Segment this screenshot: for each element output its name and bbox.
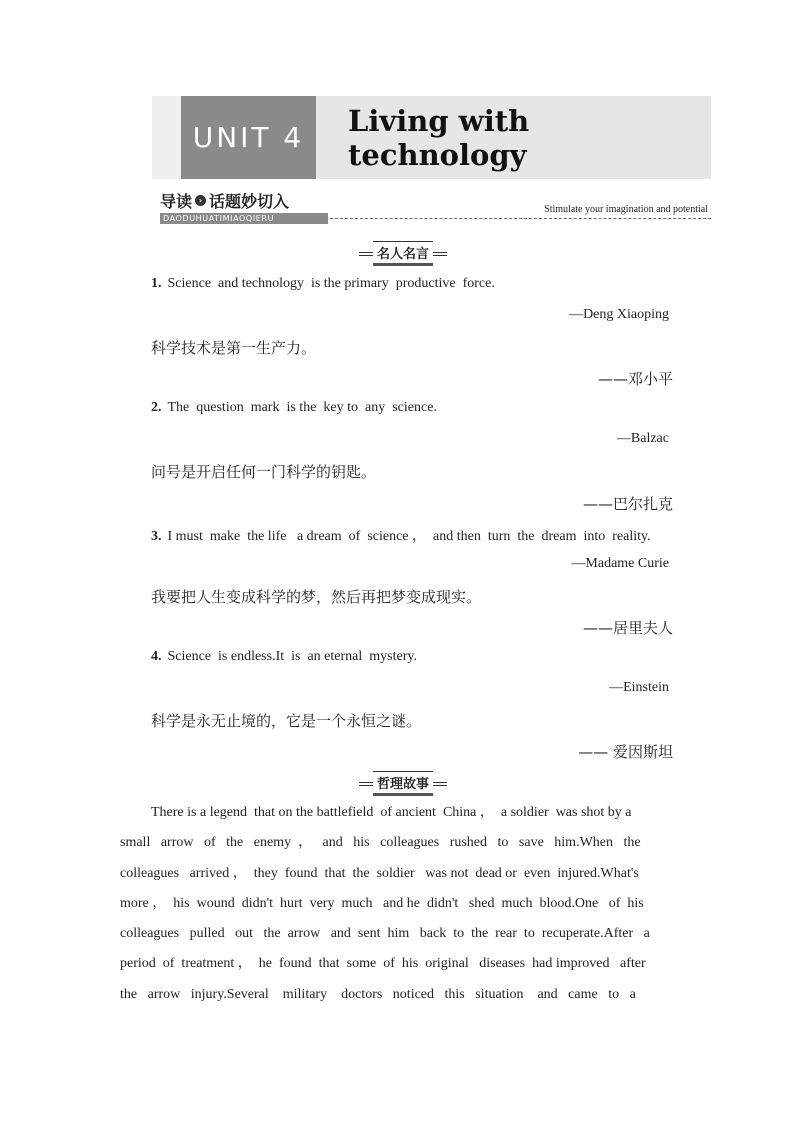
quote-2-zh: 问号是开启任何一门科学的钥匙。 xyxy=(151,463,377,481)
quote-3-zh-author: ——居里夫人 xyxy=(582,619,673,637)
quote-2 xyxy=(151,400,437,416)
quote-text: Science is endless.It is an eternal mystery. xyxy=(167,649,417,664)
quote-3-author: —Madame Curie xyxy=(571,556,669,571)
section-heading-text: 哲理故事 xyxy=(373,771,433,796)
slogan: Stimulate your imagination and potential xyxy=(544,204,708,215)
daodu-header xyxy=(160,189,290,223)
heading-rule-left xyxy=(359,782,373,786)
story-paragraph xyxy=(120,798,674,1010)
unit-title: Living with technology xyxy=(348,103,530,172)
quote-1-zh-author: ——邓小平 xyxy=(597,370,673,388)
quote-text: I must make the life a dream of science ， and then turn the dream into reality. xyxy=(167,529,651,544)
quote-text: Science and technology is the primary productive force. xyxy=(167,276,495,291)
banner-left-strip xyxy=(152,96,181,179)
header-divider xyxy=(330,218,711,219)
daodu-subtitle: 话题妙切入 xyxy=(209,192,290,211)
unit-banner xyxy=(152,96,711,179)
quote-number: 4. xyxy=(151,649,162,664)
quote-3-zh: 我要把人生变成科学的梦，然后再把梦变成现实。 xyxy=(151,588,482,606)
quote-number: 3. xyxy=(151,529,162,544)
story-line: small arrow of the enemy ， and his colleagues rushed to save him.When the xyxy=(120,835,641,851)
story-line: more ， his wound didn't hurt very much and he didn't shed much blood.One of his xyxy=(120,895,644,911)
story-line: colleagues pulled out the arrow and sent him back to the rear to recuperate.After a xyxy=(120,926,650,942)
quote-2-author: —Balzac xyxy=(616,431,669,446)
heading-rule-right xyxy=(433,782,447,786)
quote-4-zh: 科学是永无止境的，它是一个永恒之谜。 xyxy=(151,712,422,730)
quote-4 xyxy=(151,649,417,665)
unit-number: UNIT 4 xyxy=(181,96,316,179)
quote-4-author: —Einstein xyxy=(609,680,669,695)
quote-text: The question mark is the key to any science. xyxy=(167,400,437,415)
section-heading-quotes xyxy=(359,241,447,266)
daodu-label: 导读 xyxy=(160,192,193,211)
section-heading-story xyxy=(359,771,447,796)
story-line: There is a legend that on the battlefield of ancient China ， a soldier was shot by a xyxy=(151,805,632,820)
story-line: the arrow injury.Several military doctors noticed this situation and came to a xyxy=(120,986,636,1002)
story-line: colleagues arrived ， they found that the soldier was not dead or even injured.What's xyxy=(120,865,639,881)
quote-3 xyxy=(151,525,651,545)
quote-number: 2. xyxy=(151,400,162,415)
heading-rule-right xyxy=(433,252,447,256)
quote-4-zh-author: —— 爱因斯坦 xyxy=(578,743,673,761)
quote-number: 1. xyxy=(151,276,162,291)
heading-rule-left xyxy=(359,252,373,256)
arrow-right-icon: › xyxy=(195,195,206,206)
section-heading-text: 名人名言 xyxy=(373,241,433,266)
quote-1 xyxy=(151,276,495,292)
quote-2-zh-author: ——巴尔扎克 xyxy=(582,495,673,513)
story-line: period of treatment ， he found that some of his original diseases had improved after xyxy=(120,956,646,972)
quote-1-zh: 科学技术是第一生产力。 xyxy=(151,339,317,357)
quote-1-author: —Deng Xiaoping xyxy=(569,307,669,322)
daodu-pinyin: DAODUHUATIMIAOQIERU xyxy=(160,213,328,224)
